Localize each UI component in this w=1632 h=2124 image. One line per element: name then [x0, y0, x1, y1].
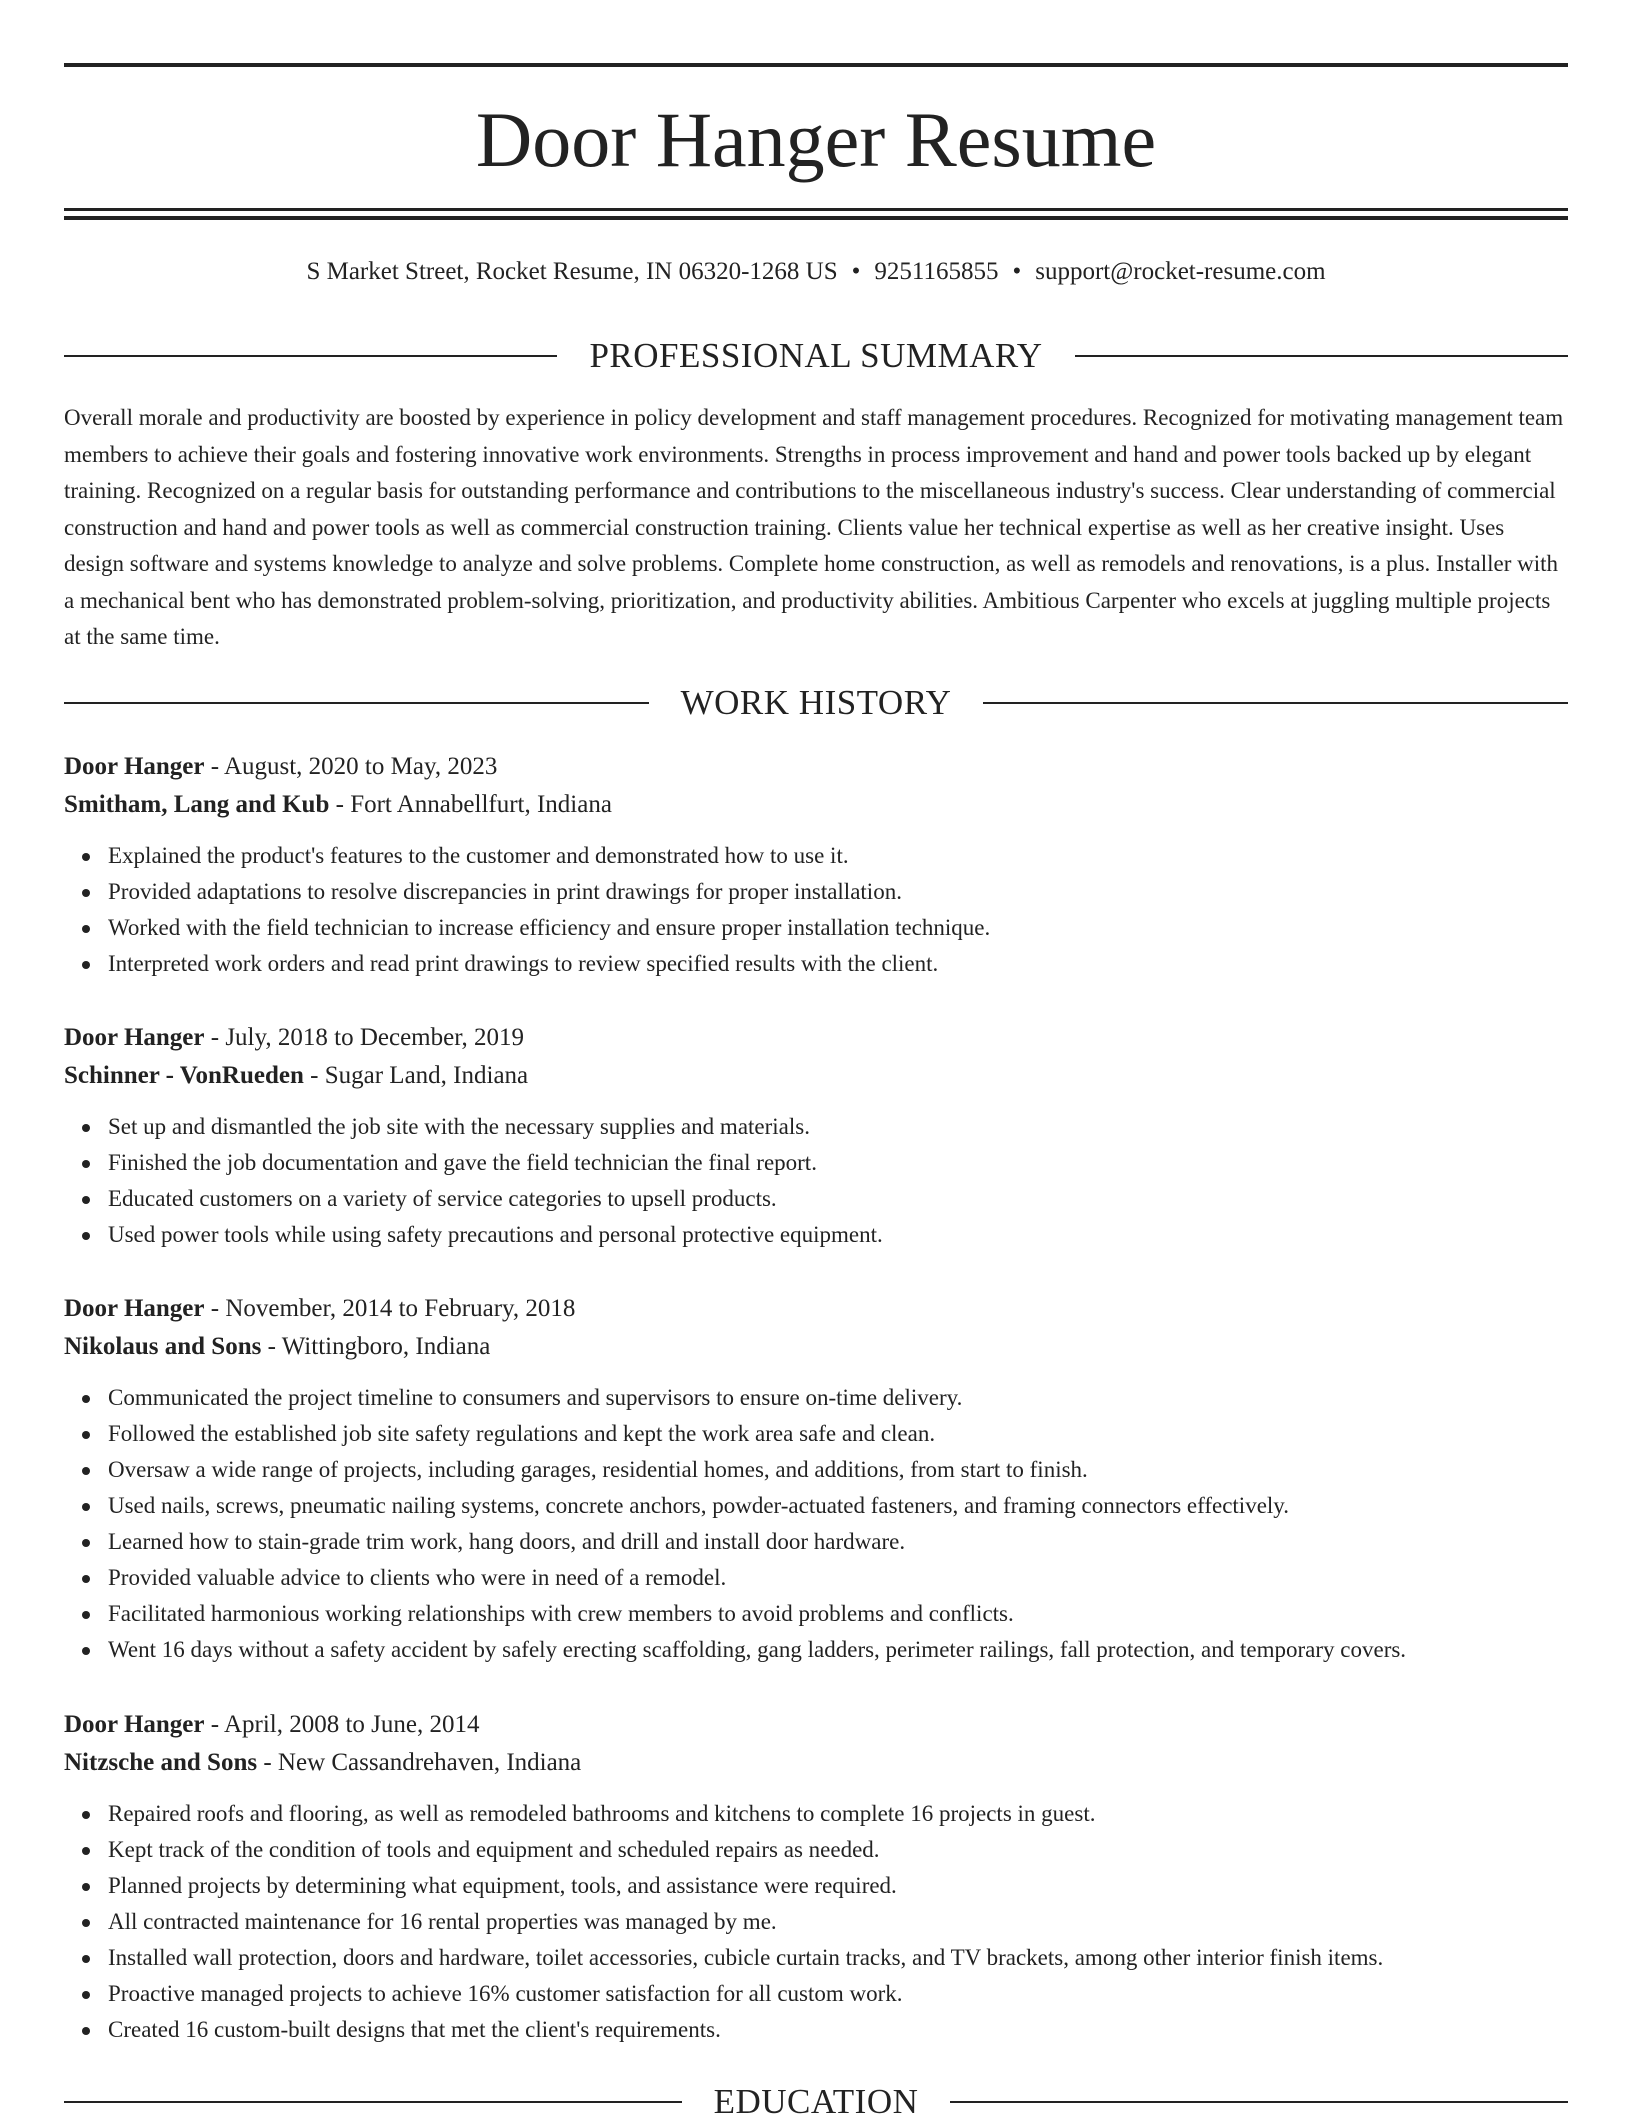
contact-separator: • [1012, 258, 1022, 285]
job-location: - Sugar Land, Indiana [303, 1062, 529, 1089]
heading-rule-left [64, 2101, 682, 2103]
contact-line [64, 254, 1568, 290]
heading-rule-right [1075, 355, 1568, 357]
job-title-line [64, 748, 1568, 786]
job-bullet: Educated customers on a variety of service categories to upsell products. [108, 1181, 1568, 1217]
job-company: Nikolaus and Sons [64, 1333, 262, 1360]
job-bullets [64, 1380, 1568, 1668]
job-bullet: Used nails, screws, pneumatic nailing systems, concrete anchors, powder-actuated fasteners, and framing connectors effectively. [108, 1488, 1568, 1524]
job-bullet: Finished the job documentation and gave the field technician the final report. [108, 1145, 1568, 1181]
job-role: Door Hanger [64, 1711, 205, 1738]
job-bullet: Oversaw a wide range of projects, including garages, residential homes, and additions, from start to finish. [108, 1452, 1568, 1488]
section-heading-summary [64, 334, 1568, 378]
job-bullet: Set up and dismantled the job site with the necessary supplies and materials. [108, 1109, 1568, 1145]
job-title-line [64, 1019, 1568, 1057]
heading-rule-right [950, 2101, 1568, 2103]
section-heading-work [64, 681, 1568, 725]
job-company-line [64, 786, 1568, 824]
job-bullet: Installed wall protection, doors and hardware, toilet accessories, cubicle curtain tracks, and TV brackets, among other interior finish items. [108, 1940, 1568, 1976]
job-bullet: Repaired roofs and flooring, as well as remodeled bathrooms and kitchens to complete 16 projects in guest. [108, 1796, 1568, 1832]
contact-address: S Market Street, Rocket Resume, IN 06320-1268 US [306, 258, 838, 285]
job-bullets [64, 838, 1568, 982]
job-location: - Wittingboro, Indiana [261, 1333, 491, 1360]
job-bullet: Planned projects by determining what equipment, tools, and assistance were required. [108, 1868, 1568, 1904]
job-bullet: Communicated the project timeline to consumers and supervisors to ensure on-time delivery. [108, 1380, 1568, 1416]
job-bullet: Provided adaptations to resolve discrepancies in print drawings for proper installation. [108, 874, 1568, 910]
heading-rule-left [64, 355, 557, 357]
heading-rule-left [64, 702, 649, 704]
job-dates: - July, 2018 to December, 2019 [204, 1024, 525, 1051]
job-bullet: Interpreted work orders and read print drawings to review specified results with the client. [108, 946, 1568, 982]
job-bullet: All contracted maintenance for 16 rental properties was managed by me. [108, 1904, 1568, 1940]
section-heading-education [64, 2080, 1568, 2124]
contact-email: support@rocket-resume.com [1035, 258, 1326, 285]
job-bullet: Explained the product's features to the customer and demonstrated how to use it. [108, 838, 1568, 874]
heading-rule-right [983, 702, 1568, 704]
job-dates: - April, 2008 to June, 2014 [204, 1711, 480, 1738]
resume-title: Door Hanger Resume [475, 96, 1157, 183]
job-company-line [64, 1744, 1568, 1782]
job-company: Schinner - VonRueden [64, 1062, 304, 1089]
job-bullet: Provided valuable advice to clients who were in need of a remodel. [108, 1560, 1568, 1596]
job-bullet: Went 16 days without a safety accident by safely erecting scaffolding, gang ladders, perimeter railings, fall protection, and temporary covers. [108, 1632, 1568, 1668]
job-dates: - August, 2020 to May, 2023 [204, 753, 498, 780]
job-bullets [64, 1796, 1568, 2048]
section-title-summary: PROFESSIONAL SUMMARY [589, 336, 1043, 375]
title-rule-upper [64, 208, 1568, 211]
job-title-line [64, 1290, 1568, 1328]
job-entry [64, 748, 1568, 982]
job-role: Door Hanger [64, 753, 205, 780]
job-location: - New Cassandrehaven, Indiana [257, 1749, 582, 1776]
contact-phone: 9251165855 [874, 258, 999, 285]
contact-separator: • [851, 258, 861, 285]
job-role: Door Hanger [64, 1295, 205, 1322]
job-entry [64, 1019, 1568, 1253]
job-role: Door Hanger [64, 1024, 205, 1051]
job-entry [64, 1706, 1568, 2048]
job-bullet: Used power tools while using safety precautions and personal protective equipment. [108, 1217, 1568, 1253]
job-bullet: Proactive managed projects to achieve 16% customer satisfaction for all custom work. [108, 1976, 1568, 2012]
job-bullet: Created 16 custom-built designs that met the client's requirements. [108, 2012, 1568, 2048]
title-rule-lower [64, 216, 1568, 220]
job-bullet: Worked with the field technician to increase efficiency and ensure proper installation technique. [108, 910, 1568, 946]
job-company-line [64, 1057, 1568, 1095]
professional-summary: Overall morale and productivity are boosted by experience in policy development and staff management procedures. Recognized for motivating management team members to achieve their goals and fostering innovative work environments. Strengths in process improvement and hand and power tools backed up by elegant training. Recognized on a regular basis for outstanding performance and contributions to the miscellaneous industry's success. Clear understanding of commercial construction and hand and power tools as well as commercial construction training. Clients value her technical expertise as well as her creative insight. Uses design software and systems knowledge to analyze and solve problems. Complete home construction, as well as remodels and renovations, is a plus. Installer with a mechanical bent who has demonstrated problem-solving, prioritization, and productivity abilities. Ambitious Carpenter who excels at juggling multiple projects at the same time. [64, 405, 1564, 649]
job-company: Nitzsche and Sons [64, 1749, 258, 1776]
job-bullet: Facilitated harmonious working relationships with crew members to avoid problems and conflicts. [108, 1596, 1568, 1632]
job-bullet: Kept track of the condition of tools and equipment and scheduled repairs as needed. [108, 1832, 1568, 1868]
job-bullets [64, 1109, 1568, 1253]
job-company: Smitham, Lang and Kub [64, 791, 330, 818]
top-rule [64, 63, 1568, 67]
job-dates: - November, 2014 to February, 2018 [204, 1295, 576, 1322]
job-bullet: Learned how to stain-grade trim work, hang doors, and drill and install door hardware. [108, 1524, 1568, 1560]
job-company-line [64, 1328, 1568, 1366]
section-title-work: WORK HISTORY [680, 683, 952, 722]
job-entry [64, 1290, 1568, 1668]
job-location: - Fort Annabellfurt, Indiana [329, 791, 612, 818]
job-bullet: Followed the established job site safety regulations and kept the work area safe and clean. [108, 1416, 1568, 1452]
job-title-line [64, 1706, 1568, 1744]
section-title-education: EDUCATION [713, 2082, 919, 2121]
